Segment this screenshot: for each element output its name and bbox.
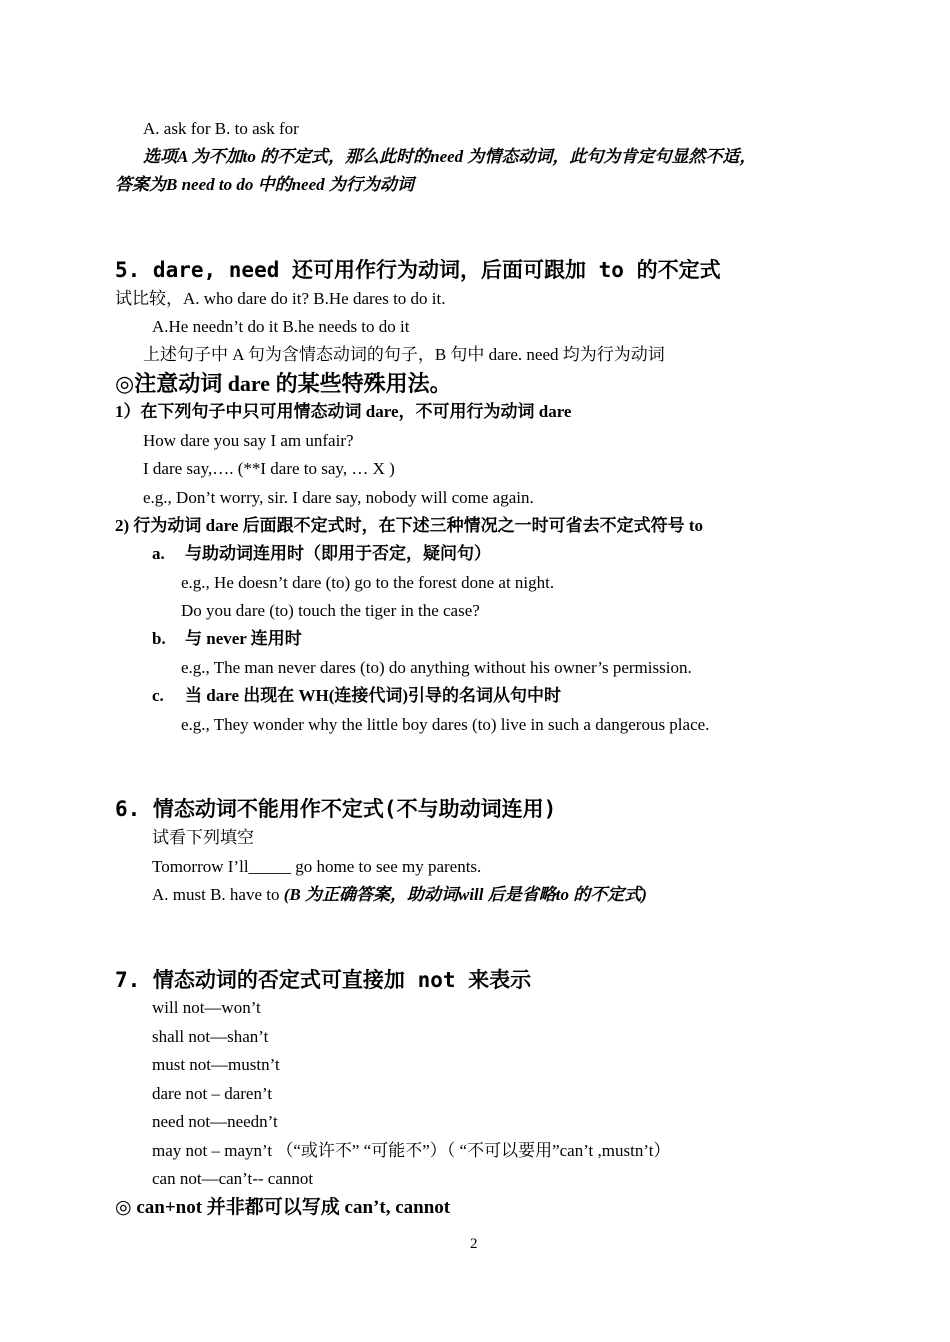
contraction-item: may not – mayn’t （“或许不” “可能不”）（ “不可以要用”can’t ,mustn’t）: [152, 1141, 671, 1160]
section-5-compare2: A.He needn’t do it B.he needs to do it: [152, 317, 410, 336]
section-7-note: ◎ can+not 并非都可以写成 can’t, cannot: [115, 1197, 451, 1218]
dare-case-c-label: c.: [152, 686, 164, 705]
dare-point2-title: 2) 行为动词 dare 后面跟不定式时，在下述三种情况之一时可省去不定式符号 to: [115, 516, 704, 535]
page-number: 2: [470, 1236, 478, 1252]
contraction-item: dare not – daren’t: [152, 1084, 273, 1103]
prev-options: A. ask for B. to ask for: [143, 119, 299, 138]
dare-case-b-text: 与 never 连用时: [185, 629, 302, 648]
dare-point1-example2: I dare say,…. (**I dare to say, … X ): [143, 459, 395, 478]
section-5-explain: 上述句子中 A 句为含情态动词的句子，B 句中 dare. need 均为行为动词: [143, 345, 665, 364]
contraction-item: shall not—shan’t: [152, 1027, 269, 1046]
section-5-heading: 5. dare, need 还可用作行为动词，后面可跟加 to 的不定式: [115, 258, 721, 282]
contraction-item: can not—can’t-- cannot: [152, 1169, 314, 1188]
section-7-heading: 7. 情态动词的否定式可直接加 not 来表示: [115, 968, 532, 992]
section-6-answer-options: A. must B. have to: [152, 885, 284, 904]
prev-note-line1: 选项A 为不加to 的不定式，那么此时的need 为情态动词，此句为肯定句显然不适，: [143, 147, 757, 166]
dare-point1-title: 1）在下列句子中只可用情态动词 dare，不可用行为动词 dare: [115, 402, 572, 421]
dare-case-c-text: 当 dare 出现在 WH(连接代词)引导的名词从句中时: [185, 686, 562, 705]
section-6-intro: 试看下列填空: [152, 828, 254, 847]
dare-case-a-text: 与助动词连用时（即用于否定，疑问句）: [185, 544, 491, 563]
section-6-answer-note: (B 为正确答案，助动词will 后是省略to 的不定式): [283, 885, 647, 904]
prev-note-line2: 答案为B need to do 中的need 为行为动词: [115, 175, 414, 194]
contraction-item: must not—mustn’t: [152, 1055, 280, 1074]
contraction-item: will not—won’t: [152, 998, 261, 1017]
dare-heading: ◎注意动词 dare 的某些特殊用法。: [115, 371, 452, 396]
dare-case-b-label: b.: [152, 629, 166, 648]
dare-point1-example1: How dare you say I am unfair?: [143, 431, 354, 450]
contraction-item: need not—needn’t: [152, 1112, 278, 1131]
section-6-answer: [152, 884, 647, 906]
dare-case-a-example2: Do you dare (to) touch the tiger in the case?: [181, 601, 480, 620]
dare-case-b-example1: e.g., The man never dares (to) do anything without his owner’s permission.: [181, 658, 692, 677]
section-6-heading: 6. 情态动词不能用作不定式(不与助动词连用): [115, 797, 557, 821]
dare-case-a-example1: e.g., He doesn’t dare (to) go to the forest done at night.: [181, 573, 555, 592]
dare-case-a-label: a.: [152, 544, 165, 563]
dare-point1-example3: e.g., Don’t worry, sir. I dare say, nobody will come again.: [143, 488, 534, 507]
section-5-compare: 试比较，A. who dare do it? B.He dares to do it.: [115, 289, 446, 308]
section-6-question: Tomorrow I’ll_____ go home to see my parents.: [152, 857, 482, 876]
dare-case-c-example1: e.g., They wonder why the little boy dares (to) live in such a dangerous place.: [181, 715, 710, 734]
